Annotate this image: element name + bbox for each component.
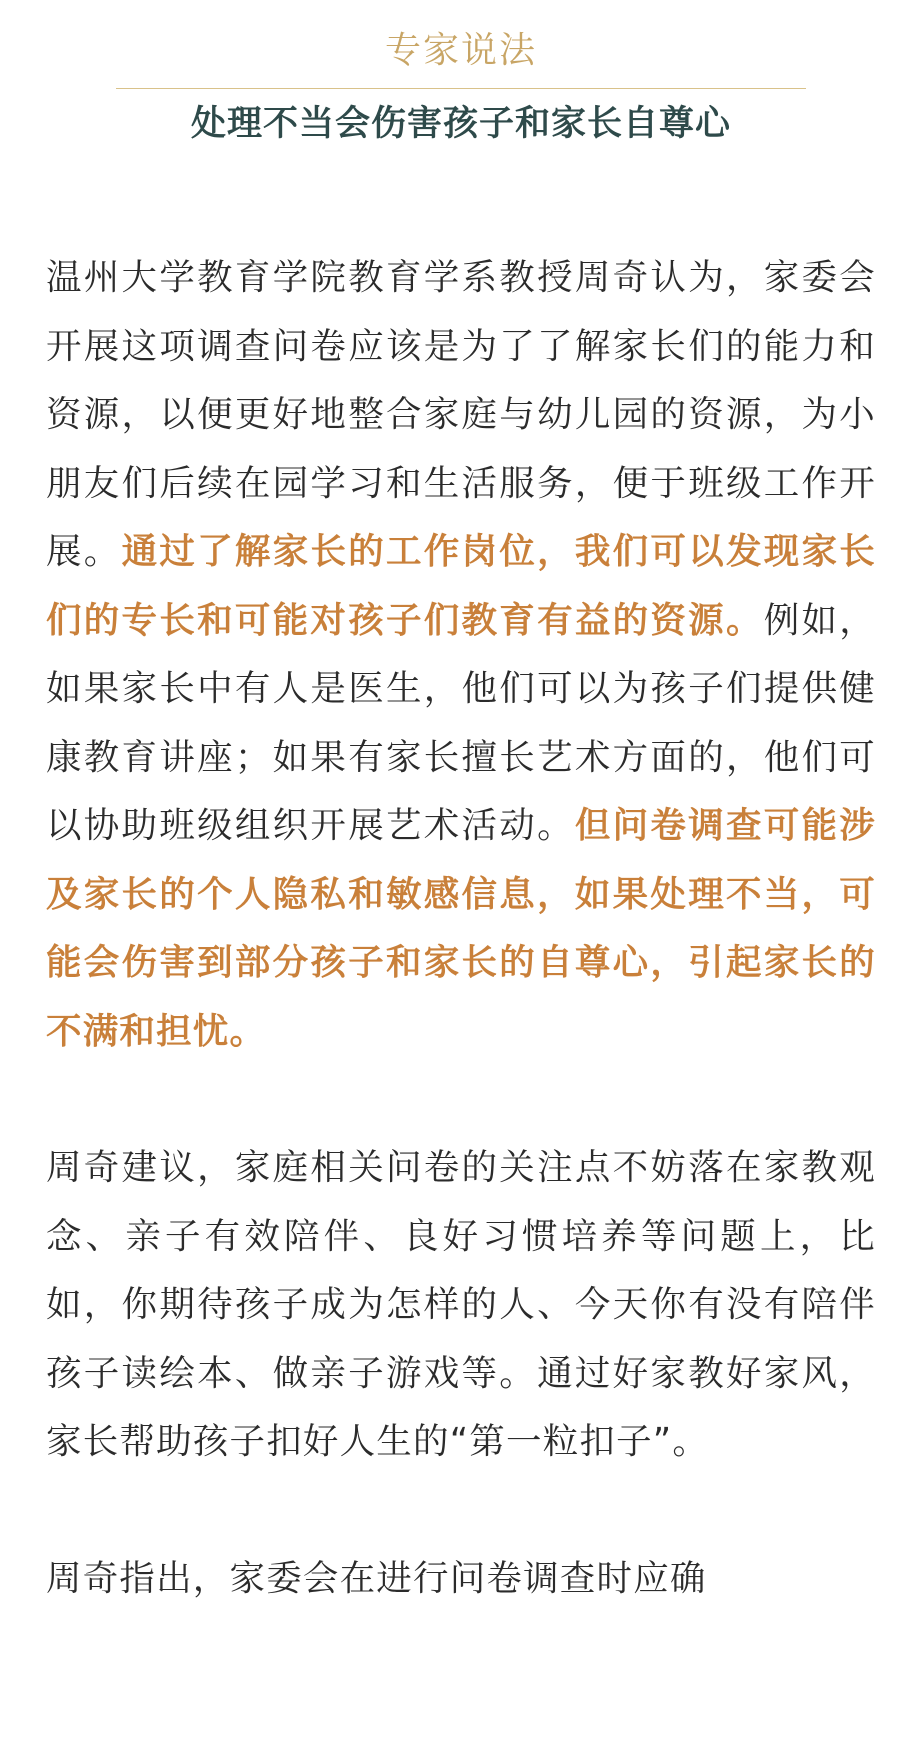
paragraph-1-text-a: 温州大学教育学院教育学系教授周奇认为，家委会开展这项调查问卷应该是为了了解家长们的能力和资源，以便更好地整合家庭与幼儿园的资源，为小朋友们后续在园学习和生活服务，便于班级工作开展。 (46, 257, 876, 572)
paragraph-gap (46, 1066, 876, 1134)
highlight-text-2: 但问卷调查可能涉及家长的个人隐私和敏感信息，如果处理不当，可能会伤害到部分孩子和家长的自尊心，引起家长的不满和担忧。 (46, 805, 876, 1052)
paragraph-1-text-b: 例如，如果家长中有人是医生，他们可以为孩子们提供健康教育讲座；如果有家长擅长艺术方面的，他们可以协助班级组织开展艺术活动。 (46, 599, 876, 846)
header-divider (116, 88, 806, 89)
article-body (46, 244, 876, 1613)
section-title: 处理不当会伤害孩子和家长自尊心 (190, 104, 731, 144)
paragraph-2: 周奇建议，家庭相关问卷的关注点不妨落在家教观念、亲子有效陪伴、良好习惯培养等问题上，比如，你期待孩子成为怎样的人、今天你有没有陪伴孩子读绘本、做亲子游戏等。通过好家教好家风，家长帮助孩子扣好人生的“第一粒扣子”。 (46, 1147, 876, 1462)
paragraph-gap (46, 1477, 876, 1545)
paragraph-3: 周奇指出，家委会在进行问卷调查时应确 (46, 1557, 707, 1599)
paragraph-1 (46, 244, 876, 1066)
section-label: 专家说法 (384, 30, 537, 71)
highlight-text-1: 通过了解家长的工作岗位，我们可以发现家长们的专长和可能对孩子们教育有益的资源。 (46, 531, 876, 641)
